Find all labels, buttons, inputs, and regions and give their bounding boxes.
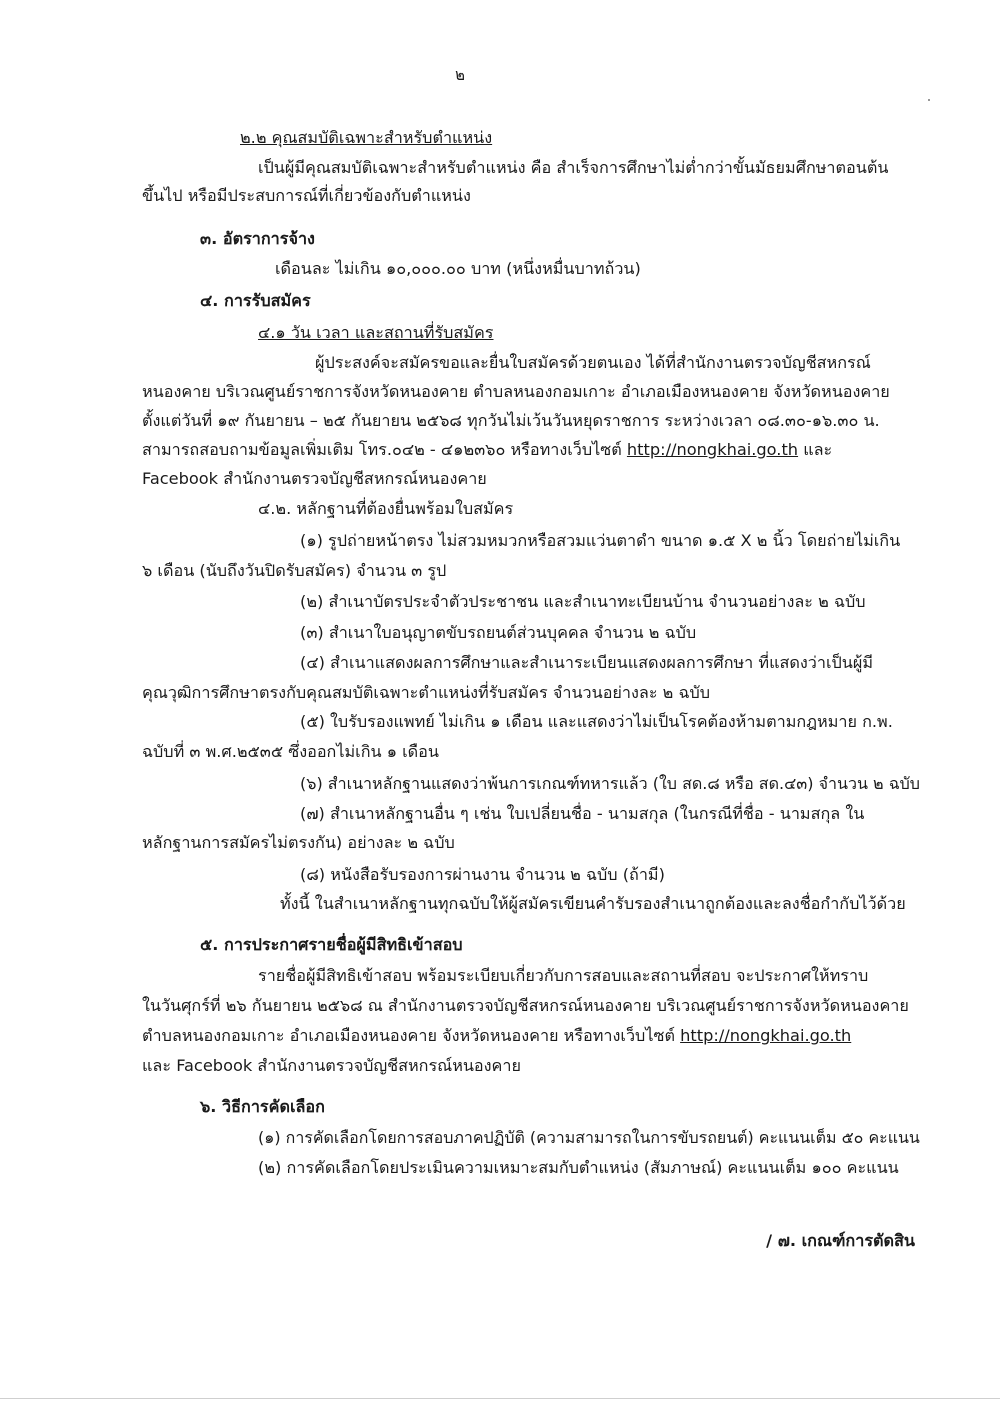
- section-4-1-para-line-5: Facebook สำนักงานตรวจบัญชีสหกรณ์หนองคาย: [142, 469, 487, 488]
- doc-item-2: (๒) สำเนาบัตรประจำตัวประชาชน และสำเนาทะเบียนบ้าน จำนวนอย่างละ ๒ ฉบับ: [300, 592, 866, 611]
- contact-text-end: และ: [798, 440, 833, 459]
- section-5-line-3: [142, 1025, 851, 1047]
- section-4-1-para-line-4: [142, 439, 832, 461]
- section-4-1-para-line-3: ตั้งแต่วันที่ ๑๙ กันยายน – ๒๕ กันยายน ๒๕๖๘ ทุกวันไม่เว้นวันหยุดราชการ ระหว่างเวลา ๐๘.๓๐-๑๖.๓๐ น.: [142, 411, 880, 430]
- doc-item-5-line-2: ฉบับที่ ๓ พ.ศ.๒๕๓๕ ซึ่งออกไม่เกิน ๑ เดือน: [142, 742, 439, 761]
- section-4-1-para-line-1: ผู้ประสงค์จะสมัครขอและยื่นใบสมัครด้วยตนเอง ได้ที่สำนักงานตรวจบัญชีสหกรณ์: [315, 353, 871, 372]
- section-5-heading: ๕. การประกาศรายชื่อผู้มีสิทธิเข้าสอบ: [200, 935, 463, 954]
- website-link[interactable]: http://nongkhai.go.th: [626, 440, 799, 459]
- section-3-text: เดือนละ ไม่เกิน ๑๐,๐๐๐.๐๐ บาท (หนึ่งหมื่นบาทถ้วน): [275, 259, 641, 278]
- doc-item-3: (๓) สำเนาใบอนุญาตขับรถยนต์ส่วนบุคคล จำนวน ๒ ฉบับ: [300, 623, 697, 642]
- doc-item-8: (๘) หนังสือรับรองการผ่านงาน จำนวน ๒ ฉบับ (ถ้ามี): [300, 865, 665, 884]
- section-6-heading: ๖. วิธีการคัดเลือก: [200, 1097, 325, 1116]
- section-4-1-para-line-2: หนองคาย บริเวณศูนย์ราชการจังหวัดหนองคาย ตำบลหนองกอมเกาะ อำเภอเมืองหนองคาย จังหวัดหนองคาย: [142, 382, 890, 401]
- doc-item-1-line-1: (๑) รูปถ่ายหน้าตรง ไม่สวมหมวกหรือสวมแว่นตาดำ ขนาด ๑.๕ X ๒ นิ้ว โดยถ่ายไม่เกิน: [300, 531, 901, 550]
- page-number: ๒: [455, 65, 465, 84]
- section-4-heading: ๔. การรับสมัคร: [200, 291, 311, 310]
- scan-speck: [928, 99, 930, 101]
- doc-item-7-line-2: หลักฐานการสมัครไม่ตรงกัน) อย่างละ ๒ ฉบับ: [142, 833, 455, 852]
- section-5-line-2: ในวันศุกร์ที่ ๒๖ กันยายน ๒๕๖๘ ณ สำนักงานตรวจบัญชีสหกรณ์หนองคาย บริเวณศูนย์ราชการจังหวัดหนองคาย: [142, 996, 909, 1015]
- section-2-2-heading: ๒.๒ คุณสมบัติเฉพาะสำหรับตำแหน่ง: [240, 128, 493, 147]
- contact-text: สามารถสอบถามข้อมูลเพิ่มเติม โทร.๐๔๒ - ๔๑๒๓๖๐ หรือทางเว็บไซต์: [142, 440, 627, 459]
- section-4-1-heading: ๔.๑ วัน เวลา และสถานที่รับสมัคร: [258, 323, 494, 342]
- section-5-line-4: และ Facebook สำนักงานตรวจบัญชีสหกรณ์หนองคาย: [142, 1056, 521, 1075]
- section-5-line-1: รายชื่อผู้มีสิทธิเข้าสอบ พร้อมระเบียบเกี่ยวกับการสอบและสถานที่สอบ จะประกาศให้ทราบ: [258, 966, 869, 985]
- doc-note: ทั้งนี้ ในสำเนาหลักฐานทุกฉบับให้ผู้สมัครเขียนคำรับรองสำเนาถูกต้องและลงชื่อกำกับไว้ด้วย: [280, 894, 906, 913]
- doc-item-7-line-1: (๗) สำเนาหลักฐานอื่น ๆ เช่น ใบเปลี่ยนชื่อ - นามสกุล (ในกรณีที่ชื่อ - นามสกุล ใน: [300, 804, 865, 823]
- website-link-2[interactable]: http://nongkhai.go.th: [680, 1026, 852, 1045]
- selection-item-2: (๒) การคัดเลือกโดยประเมินความเหมาะสมกับตำแหน่ง (สัมภาษณ์) คะแนนเต็ม ๑๐๐ คะแนน: [258, 1158, 899, 1177]
- section-3-heading: ๓. อัตราการจ้าง: [200, 229, 315, 248]
- announce-text: ตำบลหนองกอมเกาะ อำเภอเมืองหนองคาย จังหวัดหนองคาย หรือทางเว็บไซต์: [142, 1026, 681, 1045]
- section-2-2-line-1: เป็นผู้มีคุณสมบัติเฉพาะสำหรับตำแหน่ง คือ สำเร็จการศึกษาไม่ต่ำกว่าขั้นมัธยมศึกษาตอนต้น: [258, 158, 889, 177]
- next-page-reference: / ๗. เกณฑ์การตัดสิน: [766, 1231, 915, 1250]
- section-4-2-heading: ๔.๒. หลักฐานที่ต้องยื่นพร้อมใบสมัคร: [258, 499, 514, 518]
- scan-bottom-edge: [0, 1398, 1000, 1399]
- doc-item-4-line-2: คุณวุฒิการศึกษาตรงกับคุณสมบัติเฉพาะตำแหน่งที่รับสมัคร จำนวนอย่างละ ๒ ฉบับ: [142, 683, 711, 702]
- doc-item-6: (๖) สำเนาหลักฐานแสดงว่าพ้นการเกณฑ์ทหารแล้ว (ใบ สด.๘ หรือ สด.๔๓) จำนวน ๒ ฉบับ: [300, 774, 920, 793]
- doc-item-4-line-1: (๔) สำเนาแสดงผลการศึกษาและสำเนาระเบียนแสดงผลการศึกษา ที่แสดงว่าเป็นผู้มี: [300, 653, 874, 672]
- section-2-2-line-2: ขึ้นไป หรือมีประสบการณ์ที่เกี่ยวข้องกับตำแหน่ง: [142, 186, 471, 205]
- doc-item-5-line-1: (๕) ใบรับรองแพทย์ ไม่เกิน ๑ เดือน และแสดงว่าไม่เป็นโรคต้องห้ามตามกฎหมาย ก.พ.: [300, 712, 893, 731]
- selection-item-1: (๑) การคัดเลือกโดยการสอบภาคปฏิบัติ (ความสามารถในการขับรถยนต์) คะแนนเต็ม ๕๐ คะแนน: [258, 1128, 920, 1147]
- doc-item-1-line-2: ๖ เดือน (นับถึงวันปิดรับสมัคร) จำนวน ๓ รูป: [142, 561, 447, 580]
